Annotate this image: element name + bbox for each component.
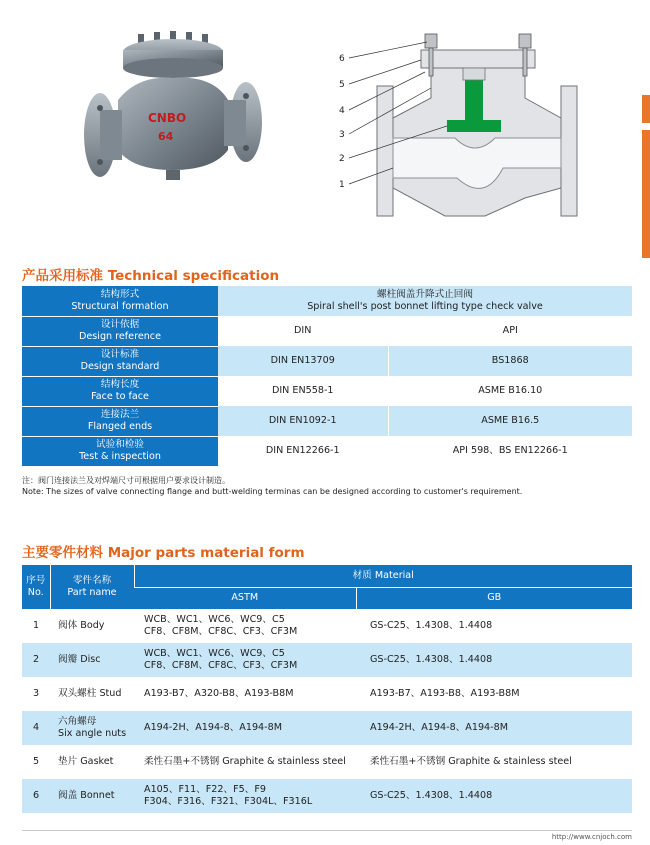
part-name-en: Bonnet (80, 790, 115, 801)
spec-api-value: BS1868 (388, 346, 632, 376)
part-name-cn: 六角螺母 (58, 716, 97, 728)
spec-api-value: ASME B16.5 (388, 406, 632, 436)
spec-table (22, 286, 632, 467)
spec-value-en: Spiral shell's post bonnet lifting type check valve (307, 301, 543, 312)
part-astm (134, 745, 356, 779)
table-row (22, 376, 632, 406)
part-no: 5 (32, 756, 40, 767)
part-astm (134, 609, 356, 643)
footer-url-link[interactable]: http://www.cnjoch.com (551, 833, 632, 841)
callout-label: 4 (339, 106, 345, 116)
spec-label-cn: 设计依据 (100, 319, 140, 331)
part-name-en: Disc (80, 654, 101, 665)
stamp-code-text: 64 (158, 130, 174, 143)
part-name (50, 609, 134, 643)
parts-table (22, 565, 632, 813)
spec-label-en: Design reference (79, 331, 161, 342)
spec-label-en: Face to face (91, 391, 149, 402)
astm-line: CF8、CF8M、CF8C、CF3、CF3M (144, 660, 298, 671)
table-row (22, 779, 632, 813)
part-name (50, 745, 134, 779)
spec-label-cn: 连接法兰 (100, 409, 140, 421)
part-gb: GS-C25、1.4308、1.4408 (370, 620, 493, 631)
spec-section-title: 产品采用标准 Technical specification (22, 268, 280, 284)
callout-label: 2 (339, 154, 345, 164)
side-accent-bar (642, 130, 650, 258)
spec-value-cn: 螺柱阀盖升降式止回阀 (377, 289, 473, 301)
spec-api-value: API (388, 316, 632, 346)
spec-value-cell (218, 286, 632, 316)
part-name-cn: 垫片 (58, 756, 78, 767)
spec-note (22, 476, 522, 498)
part-name-cn: 双头螺柱 (58, 688, 97, 699)
table-row (22, 346, 632, 376)
part-gb: A193-B7、A193-B8、A193-B8M (370, 688, 520, 699)
part-gb: A194-2H、A194-8、A194-8M (356, 711, 632, 745)
astm-line: F304、F316、F321、F304L、F316L (144, 796, 313, 807)
spec-label-cell (22, 406, 218, 436)
header-part (50, 565, 134, 609)
part-no: 6 (22, 779, 50, 813)
valve-section-diagram (335, 28, 585, 228)
spec-label-en: Design standard (80, 361, 160, 372)
part-astm (134, 677, 356, 711)
part-name (50, 677, 134, 711)
valve-product-photo (78, 30, 268, 200)
spec-label-cell (22, 436, 218, 466)
header-part-en: Part name (67, 587, 117, 598)
part-no: 4 (22, 711, 50, 745)
table-row (22, 609, 632, 643)
stamp-brand-text: CNBO (148, 111, 187, 125)
part-gb: GS-C25、1.4308、1.4408 (356, 643, 632, 677)
spec-din-value: DIN EN1092-1 (218, 406, 388, 436)
astm-line: A193-B7、A320-B8、A193-B8M (144, 688, 294, 699)
spec-label-cn: 结构长度 (100, 379, 140, 391)
table-row (22, 677, 632, 711)
note-cn: 注：阀门连接法兰及对焊端尺寸可根据用户要求设计制造。 (22, 476, 230, 485)
callout-label: 6 (339, 54, 345, 64)
part-gb: GS-C25、1.4308、1.4408 (356, 779, 632, 813)
table-row (22, 745, 632, 779)
callout-label: 5 (339, 80, 345, 90)
table-row (22, 436, 632, 466)
part-no: 1 (32, 620, 40, 631)
table-row (22, 643, 632, 677)
part-name (50, 643, 134, 677)
part-name (50, 779, 134, 813)
spec-din-value: DIN EN558-1 (218, 376, 388, 406)
part-no: 3 (32, 688, 40, 699)
part-astm (134, 643, 356, 677)
spec-label-en: Structural formation (71, 300, 169, 312)
astm-line: 柔性石墨+不锈钢 Graphite & stainless steel (144, 756, 346, 767)
spec-label-en: Test & inspection (79, 451, 161, 462)
part-name-cn: 阀盖 (58, 790, 78, 801)
spec-din-value: DIN EN12266-1 (218, 436, 388, 466)
header-no-en: No. (27, 587, 44, 598)
part-no: 2 (22, 643, 50, 677)
part-gb: 柔性石墨+不锈钢 Graphite & stainless steel (370, 756, 572, 767)
parts-section-title: 主要零件材料 Major parts material form (22, 545, 305, 561)
side-accent-bar (642, 95, 650, 123)
part-name-en: Stud (99, 688, 122, 699)
spec-label-cn: 设计标准 (100, 349, 140, 361)
astm-line: WCB、WC1、WC6、WC9、C5 (144, 648, 285, 660)
table-row (22, 711, 632, 745)
spec-label-cell (22, 316, 218, 346)
astm-line: A194-2H、A194-8、A194-8M (144, 722, 282, 733)
footer-divider (22, 830, 632, 831)
astm-line: A105、F11、F22、F5、F9 (144, 784, 266, 796)
header-part-cn: 零件名称 (72, 575, 112, 587)
part-name-en: Body (80, 620, 105, 631)
astm-line: CF8、CF8M、CF8C、CF3、CF3M (144, 626, 298, 637)
part-astm (134, 711, 356, 745)
table-row (22, 316, 632, 346)
part-name-en: Gasket (80, 756, 114, 767)
spec-api-value: ASME B16.10 (388, 376, 632, 406)
header-no-cn: 序号 (26, 575, 46, 587)
spec-api-value: API 598、BS EN12266-1 (388, 436, 632, 466)
part-name-en: Six angle nuts (58, 728, 127, 739)
callout-label: 1 (339, 180, 345, 190)
spec-label-cn: 结构形式 (100, 288, 140, 300)
header-material: 材质 Material (134, 565, 632, 587)
header-astm: ASTM (134, 587, 356, 609)
spec-label-cell (22, 376, 218, 406)
spec-din-value: DIN (218, 316, 388, 346)
spec-label-cn: 试验和检验 (96, 439, 144, 451)
part-name-cn: 阀瓣 (58, 654, 78, 665)
spec-label-en: Flanged ends (87, 421, 153, 432)
note-en: Note: The sizes of valve connecting flange and butt-welding terminas can be designed according to customer's requirement. (22, 486, 523, 496)
part-name-cn: 阀体 (58, 620, 78, 631)
part-name (50, 711, 134, 745)
spec-din-value: DIN EN13709 (218, 346, 388, 376)
header-gb: GB (356, 587, 632, 609)
spec-label-cell (22, 346, 218, 376)
callout-label: 3 (339, 130, 345, 140)
header-no (22, 565, 50, 609)
table-header-row (22, 565, 632, 587)
table-row (22, 406, 632, 436)
astm-line: WCB、WC1、WC6、WC9、C5 (144, 614, 285, 626)
spec-label-cell (22, 286, 218, 316)
table-row (22, 286, 632, 316)
part-astm (134, 779, 356, 813)
